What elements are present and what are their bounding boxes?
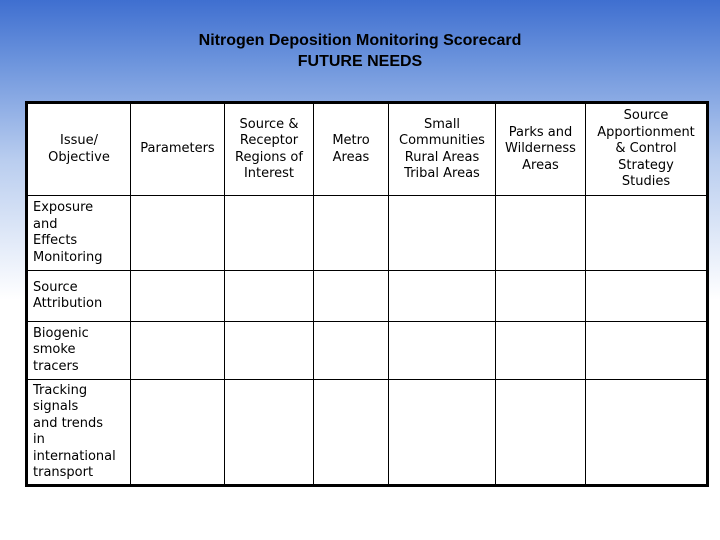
row-label-tracking-signals [27, 380, 131, 486]
row-label-line: tracers [33, 358, 79, 374]
table-cell [496, 271, 586, 322]
table-cell [389, 322, 496, 380]
header-text-line: Objective [48, 149, 110, 165]
header-text-line: Source [623, 108, 669, 124]
table-row [27, 322, 708, 380]
header-text-line: Wilderness [505, 141, 576, 157]
row-label-exposure-effects [27, 196, 131, 271]
table-cell [496, 322, 586, 380]
table-row [27, 380, 708, 486]
table-cell [225, 271, 314, 322]
table-cell [314, 322, 389, 380]
row-label-source-attribution [27, 271, 131, 322]
header-text-line: Strategy [618, 157, 674, 173]
header-parks-wilderness [496, 103, 586, 196]
header-text-line: Communities [399, 133, 485, 148]
row-label-line: international [33, 448, 116, 464]
slide-title-line-2: FUTURE NEEDS [297, 53, 423, 70]
row-label-line: Source [33, 279, 78, 295]
header-row [27, 103, 708, 196]
table-cell [586, 271, 708, 322]
header-text-line: Studies [621, 174, 671, 190]
table-cell [225, 196, 314, 271]
row-label-line: transport [33, 465, 94, 480]
header-text-line: Rural Areas [404, 149, 480, 165]
table-row [27, 271, 708, 322]
header-metro-areas [314, 103, 389, 196]
header-text-line: Parks and [508, 124, 573, 140]
table-row [27, 196, 708, 271]
table-cell [496, 380, 586, 486]
header-issue-objective [27, 103, 131, 196]
table-cell [131, 380, 225, 486]
table-cell [389, 271, 496, 322]
slide-title [0, 30, 720, 72]
row-label-line: Monitoring [33, 249, 103, 265]
row-label-line: and [33, 216, 58, 232]
table-cell [131, 196, 225, 271]
table-cell [586, 196, 708, 271]
table-cell [225, 322, 314, 380]
row-label-line: Exposure [33, 200, 94, 215]
row-label-line: smoke [33, 342, 76, 358]
header-text-line: Apportionment [597, 124, 695, 140]
scorecard-table [25, 101, 709, 487]
row-label-line: Biogenic [33, 325, 89, 341]
header-text-line: Small [423, 116, 461, 132]
header-parameters [131, 103, 225, 196]
row-label-line: signals [33, 399, 79, 414]
table-cell [586, 380, 708, 486]
slide-title-line-1: Nitrogen Deposition Monitoring Scorecard [198, 32, 522, 49]
row-label-line: Tracking [33, 382, 88, 398]
header-text-line: Interest [243, 166, 295, 181]
row-label-line: and trends [33, 415, 104, 431]
header-text-line: Tribal Areas [404, 166, 480, 181]
header-text-line: Areas [522, 157, 559, 173]
header-text-line: Areas [332, 149, 370, 165]
header-text-line: Metro [332, 133, 370, 148]
header-text-line: Source & [239, 116, 299, 132]
table-cell [586, 322, 708, 380]
table-cell [314, 196, 389, 271]
table-cell [389, 196, 496, 271]
table-cell [131, 271, 225, 322]
table-cell [496, 196, 586, 271]
table-cell [314, 380, 389, 486]
table-cell [131, 322, 225, 380]
row-label-line: Effects [33, 233, 78, 248]
table-cell [314, 271, 389, 322]
row-label-biogenic-smoke [27, 322, 131, 380]
table-cell [389, 380, 496, 486]
header-text-line: Parameters [140, 141, 215, 157]
header-text-line: Issue/ [60, 133, 98, 148]
header-source-apportionment [586, 103, 708, 196]
header-text-line: & Control [615, 141, 677, 157]
header-text-line: Regions of [235, 149, 303, 165]
header-text-line: Receptor [239, 133, 299, 148]
header-small-communities [389, 103, 496, 196]
row-label-line: in [33, 432, 45, 447]
header-source-receptor-regions [225, 103, 314, 196]
row-label-line: Attribution [33, 296, 103, 311]
table-cell [225, 380, 314, 486]
